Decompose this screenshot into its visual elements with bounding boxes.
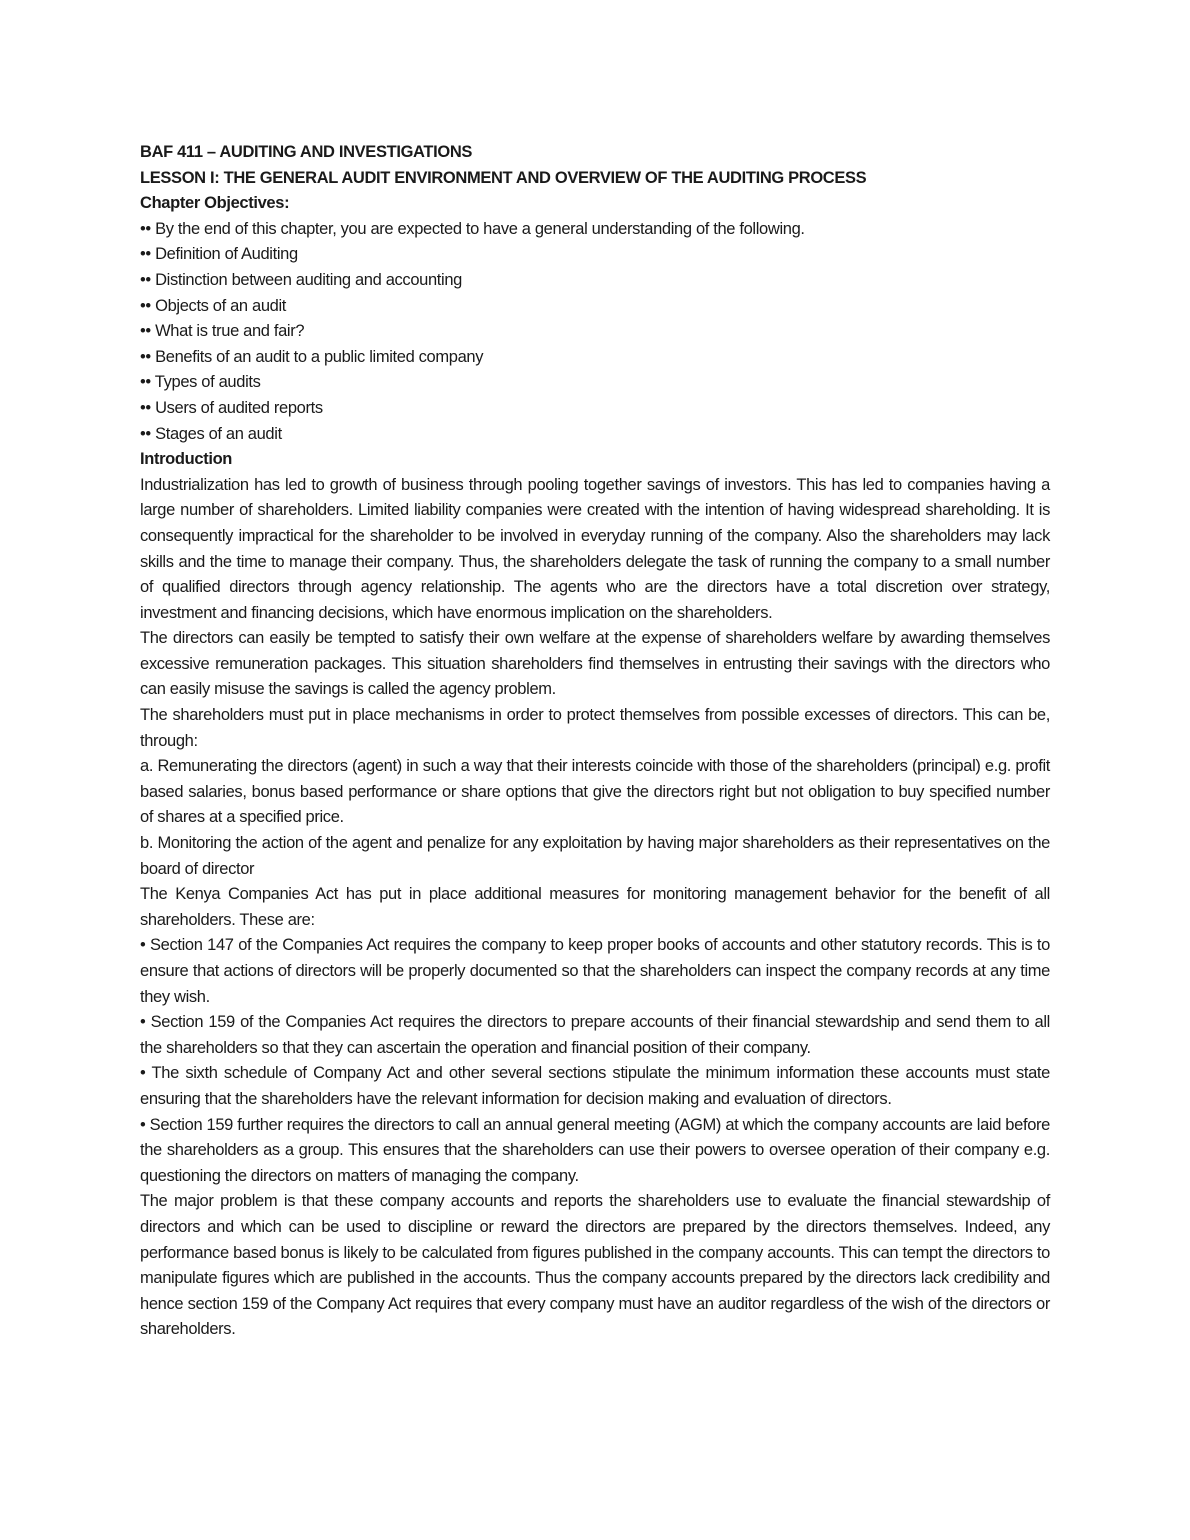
- objective-item: •• Distinction between auditing and accounting: [140, 270, 463, 289]
- body-paragraph: b. Monitoring the action of the agent and penalize for any exploitation by having major shareholders as their representatives on the board of director: [140, 834, 1050, 878]
- body-paragraph: • Section 147 of the Companies Act requires the company to keep proper books of accounts and other statutory records. This is to ensure that actions of directors will be properly documented so that the shareholders can inspect the company records at any time they wish.: [140, 936, 1050, 1006]
- objective-item: •• Users of audited reports: [140, 398, 323, 417]
- course-title: BAF 411 – AUDITING AND INVESTIGATIONS: [140, 143, 473, 161]
- body-paragraph: • The sixth schedule of Company Act and other several sections stipulate the minimum information these accounts must state ensuring that the shareholders have the relevant information for decision making and evaluation of directors.: [140, 1064, 1050, 1108]
- body-paragraph: a. Remunerating the directors (agent) in such a way that their interests coincide with those of the shareholders (principal) e.g. profit based salaries, bonus based performance or share options that give the directors right but not obligation to buy specified number of shares at a specified price.: [140, 757, 1050, 827]
- body-paragraph: Industrialization has led to growth of business through pooling together savings of investors. This has led to companies having a large number of shareholders. Limited liability companies were created with the intention of having widespread shareholding. It is consequently impractical for the shareholder to be involved in everyday running of the company. Also the shareholders may lack skills and the time to manage their company. Thus, the shareholders delegate the task of running the company to a small number of qualified directors through agency relationship. The agents who are the directors have a total discretion over strategy, investment and financing decisions, which have enormous implication on the shareholders.: [140, 475, 1050, 622]
- objectives-list: [140, 217, 1050, 447]
- objective-item: •• What is true and fair?: [140, 322, 305, 341]
- body-paragraph: The directors can easily be tempted to satisfy their own welfare at the expense of shareholders welfare by awarding themselves excessive remuneration packages. This situation shareholders find themselves in entrusting their savings with the directors who can easily misuse the savings is called the agency problem.: [140, 629, 1050, 699]
- objective-item: •• Stages of an audit: [140, 424, 282, 443]
- objectives-heading: Chapter Objectives:: [140, 194, 290, 213]
- objective-item: •• Objects of an audit: [140, 296, 287, 315]
- body-paragraph: The Kenya Companies Act has put in place additional measures for monitoring management behavior for the benefit of all shareholders. These are:: [140, 885, 1050, 929]
- body-paragraph: • Section 159 of the Companies Act requires the directors to prepare accounts of their financial stewardship and send them to all the shareholders so that they can ascertain the operation and financial position of their company.: [140, 1013, 1050, 1057]
- objective-item: •• Types of audits: [140, 373, 261, 392]
- objective-item: •• Definition of Auditing: [140, 245, 298, 264]
- document-page: [140, 140, 1050, 1343]
- lesson-title: LESSON I: THE GENERAL AUDIT ENVIRONMENT AND OVERVIEW OF THE AUDITING PROCESS: [140, 168, 867, 187]
- body-paragraph: The major problem is that these company accounts and reports the shareholders use to evaluate the financial stewardship of directors and which can be used to discipline or reward the directors are prepared by the directors themselves. Indeed, any performance based bonus is likely to be calculated from figures published in the company accounts. This can tempt the directors to manipulate figures which are published in the accounts. Thus the company accounts prepared by the directors lack credibility and hence section 159 of the Company Act requires that every company must have an auditor regardless of the wish of the directors or shareholders.: [140, 1192, 1050, 1339]
- objective-item: •• Benefits of an audit to a public limited company: [140, 347, 484, 366]
- body-paragraph: The shareholders must put in place mechanisms in order to protect themselves from possible excesses of directors. This can be, through:: [140, 706, 1050, 750]
- body-paragraph: • Section 159 further requires the directors to call an annual general meeting (AGM) at which the company accounts are laid before the shareholders as a group. This ensures that the shareholders can use their powers to oversee operation of their company e.g. questioning the directors on matters of managing the company.: [140, 1115, 1050, 1185]
- objective-item: •• By the end of this chapter, you are expected to have a general understanding of the following.: [140, 219, 805, 238]
- introduction-heading: Introduction: [140, 450, 233, 469]
